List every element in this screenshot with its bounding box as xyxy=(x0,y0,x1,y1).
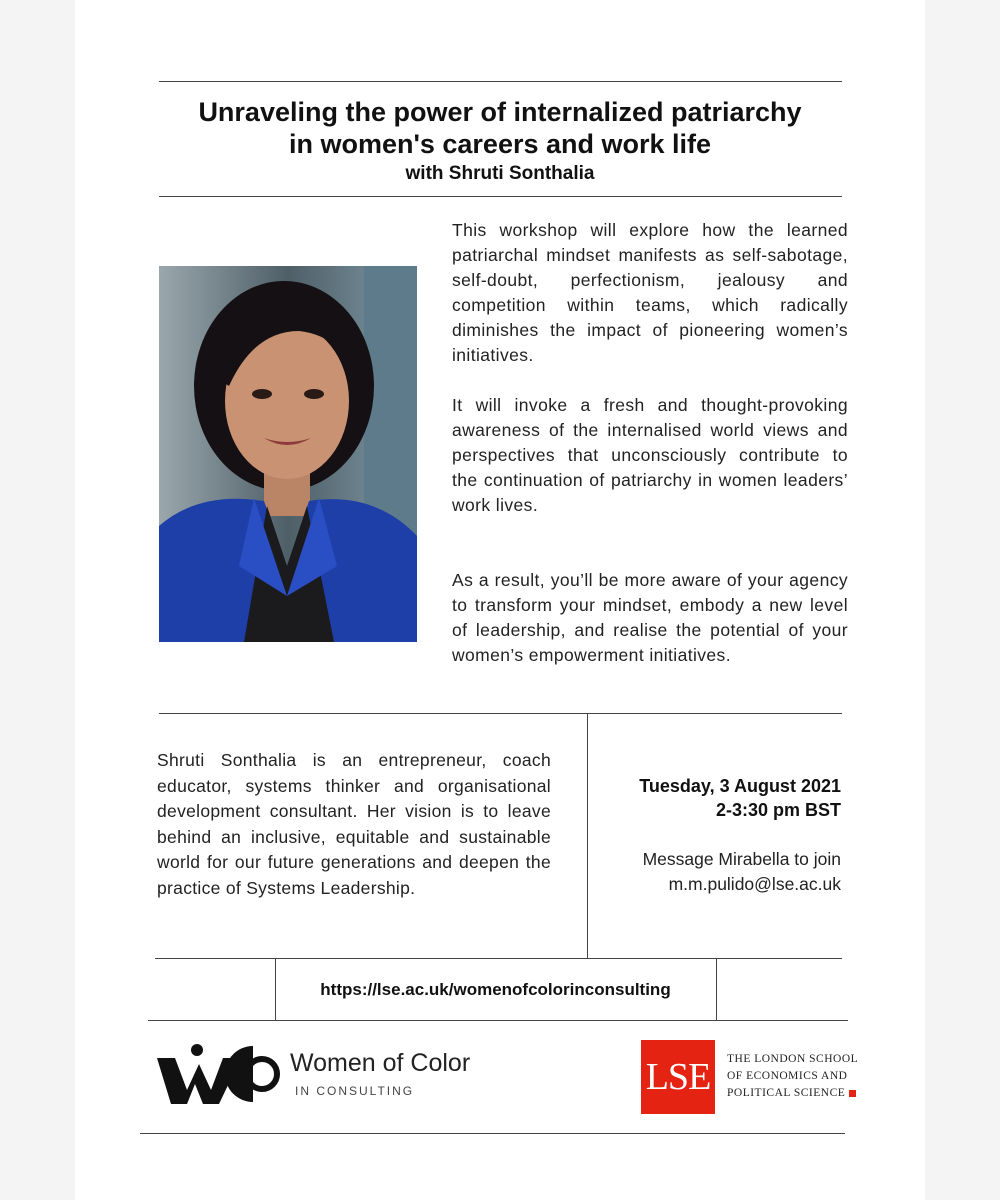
title-line-2: in women's careers and work life xyxy=(288,129,712,159)
lse-logo: LSE xyxy=(641,1040,715,1114)
middle-divider xyxy=(587,713,588,958)
lse-name-line-3 xyxy=(727,1087,856,1099)
contact-email[interactable]: m.m.pulido@lse.ac.uk xyxy=(668,874,841,894)
event-url-link[interactable]: https://lse.ac.uk/womenofcolorinconsulting xyxy=(320,980,671,999)
woc-subtitle: IN CONSULTING xyxy=(295,1084,415,1098)
link-bottom-rule xyxy=(148,1020,848,1021)
woc-name: Women of Color xyxy=(290,1049,471,1077)
subtitle: with Shruti Sonthalia xyxy=(405,163,595,184)
intro-paragraph-1: This workshop will explore how the learned patriarchal mindset manifests as self-sabotage, self-doubt, perfectionism, jealousy and competition within teams, which radically diminishes the impact of pioneering women’s initiatives. xyxy=(452,220,848,365)
speaker-photo xyxy=(159,266,417,642)
event-date: Tuesday, 3 August 2021 xyxy=(639,776,841,796)
portrait-illustration xyxy=(159,266,417,642)
bottom-rule xyxy=(140,1133,845,1134)
intro-paragraph-3: As a result, you’ll be more aware of your agency to transform your mindset, embody a new level of leadership, and realise the potential of your women’s empowerment initiatives. xyxy=(452,570,848,665)
lse-name-line-2: OF ECONOMICS AND xyxy=(727,1070,848,1082)
middle-rule xyxy=(159,713,842,714)
event-time: 2-3:30 pm BST xyxy=(715,800,841,820)
title-line-1: Unraveling the power of internalized patriarchy xyxy=(198,97,802,127)
link-right-divider xyxy=(716,958,717,1021)
lse-name-line-1: THE LONDON SCHOOL xyxy=(727,1053,859,1065)
link-top-rule xyxy=(155,958,842,959)
top-rule xyxy=(159,81,842,82)
lse-name-line-3-text: POLITICAL SCIENCE xyxy=(727,1087,846,1099)
intro-paragraph-2: It will invoke a fresh and thought-provoking awareness of the internalised world views and perspectives that unconsciously contribute to the continuation of patriarchy in women leaders’ work lives. xyxy=(452,395,848,515)
lse-square-icon xyxy=(849,1090,856,1097)
title-bottom-rule xyxy=(159,196,842,197)
woc-logo-icon xyxy=(157,1044,281,1104)
join-message: Message Mirabella to join xyxy=(642,849,841,869)
speaker-bio: Shruti Sonthalia is an entrepreneur, coach educator, systems thinker and organisational development consultant. Her vision is to leave behind an inclusive, equitable and sustainable world for our future generations and deepen the practice of Systems Leadership. xyxy=(157,750,551,898)
